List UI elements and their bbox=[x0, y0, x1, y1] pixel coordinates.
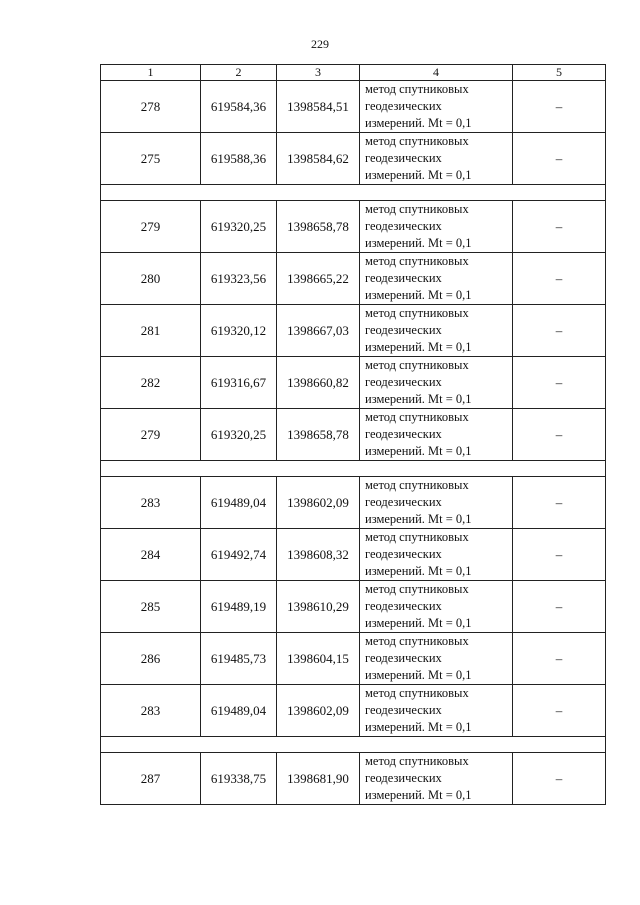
method-line: геодезических bbox=[365, 99, 442, 113]
x-coordinate-cell: 619489,04 bbox=[201, 477, 277, 529]
method-line: метод спутниковых bbox=[365, 686, 469, 700]
table-row bbox=[101, 357, 606, 409]
table-body bbox=[101, 65, 606, 805]
method-line: измерений. Mt = 0,1 bbox=[365, 444, 472, 458]
table-row bbox=[101, 685, 606, 737]
method-cell bbox=[360, 81, 513, 133]
x-coordinate-cell: 619584,36 bbox=[201, 81, 277, 133]
method-line: геодезических bbox=[365, 599, 442, 613]
method-line: метод спутниковых bbox=[365, 82, 469, 96]
point-number-cell: 280 bbox=[101, 253, 201, 305]
table-row bbox=[101, 305, 606, 357]
group-separator-row bbox=[101, 461, 606, 477]
method-line: измерений. Mt = 0,1 bbox=[365, 168, 472, 182]
method-line: геодезических bbox=[365, 427, 442, 441]
method-cell bbox=[360, 133, 513, 185]
y-coordinate-cell: 1398660,82 bbox=[277, 357, 360, 409]
method-cell bbox=[360, 409, 513, 461]
x-coordinate-cell: 619338,75 bbox=[201, 753, 277, 805]
method-line: метод спутниковых bbox=[365, 254, 469, 268]
method-cell bbox=[360, 753, 513, 805]
column-header: 4 bbox=[360, 65, 513, 81]
x-coordinate-cell: 619489,19 bbox=[201, 581, 277, 633]
column-header: 2 bbox=[201, 65, 277, 81]
column-5-cell: – bbox=[513, 133, 606, 185]
column-header: 5 bbox=[513, 65, 606, 81]
point-number-cell: 279 bbox=[101, 201, 201, 253]
separator-cell bbox=[101, 461, 606, 477]
y-coordinate-cell: 1398658,78 bbox=[277, 409, 360, 461]
method-line: измерений. Mt = 0,1 bbox=[365, 288, 472, 302]
method-line: измерений. Mt = 0,1 bbox=[365, 392, 472, 406]
method-cell bbox=[360, 685, 513, 737]
method-line: метод спутниковых bbox=[365, 582, 469, 596]
table-row bbox=[101, 133, 606, 185]
method-line: геодезических bbox=[365, 323, 442, 337]
method-line: измерений. Mt = 0,1 bbox=[365, 564, 472, 578]
table-row bbox=[101, 477, 606, 529]
separator-cell bbox=[101, 737, 606, 753]
x-coordinate-cell: 619320,12 bbox=[201, 305, 277, 357]
method-line: метод спутниковых bbox=[365, 410, 469, 424]
table-row bbox=[101, 253, 606, 305]
table-row bbox=[101, 581, 606, 633]
group-separator-row bbox=[101, 185, 606, 201]
table-row bbox=[101, 409, 606, 461]
method-cell bbox=[360, 477, 513, 529]
table-row bbox=[101, 753, 606, 805]
method-line: измерений. Mt = 0,1 bbox=[365, 236, 472, 250]
y-coordinate-cell: 1398584,51 bbox=[277, 81, 360, 133]
method-line: геодезических bbox=[365, 651, 442, 665]
table-row bbox=[101, 81, 606, 133]
column-5-cell: – bbox=[513, 477, 606, 529]
y-coordinate-cell: 1398602,09 bbox=[277, 685, 360, 737]
group-separator-row bbox=[101, 737, 606, 753]
column-5-cell: – bbox=[513, 201, 606, 253]
y-coordinate-cell: 1398602,09 bbox=[277, 477, 360, 529]
coordinates-table bbox=[100, 64, 606, 805]
x-coordinate-cell: 619320,25 bbox=[201, 409, 277, 461]
y-coordinate-cell: 1398681,90 bbox=[277, 753, 360, 805]
method-line: геодезических bbox=[365, 219, 442, 233]
method-cell bbox=[360, 529, 513, 581]
point-number-cell: 283 bbox=[101, 477, 201, 529]
method-cell bbox=[360, 633, 513, 685]
column-5-cell: – bbox=[513, 357, 606, 409]
page-number: 229 bbox=[311, 37, 329, 51]
point-number-cell: 284 bbox=[101, 529, 201, 581]
x-coordinate-cell: 619492,74 bbox=[201, 529, 277, 581]
column-5-cell: – bbox=[513, 305, 606, 357]
y-coordinate-cell: 1398610,29 bbox=[277, 581, 360, 633]
x-coordinate-cell: 619489,04 bbox=[201, 685, 277, 737]
method-line: геодезических bbox=[365, 495, 442, 509]
point-number-cell: 279 bbox=[101, 409, 201, 461]
method-line: геодезических bbox=[365, 547, 442, 561]
column-5-cell: – bbox=[513, 253, 606, 305]
method-line: геодезических bbox=[365, 703, 442, 717]
method-line: геодезических bbox=[365, 271, 442, 285]
method-line: метод спутниковых bbox=[365, 134, 469, 148]
method-cell bbox=[360, 357, 513, 409]
column-5-cell: – bbox=[513, 685, 606, 737]
table-row bbox=[101, 633, 606, 685]
method-line: измерений. Mt = 0,1 bbox=[365, 116, 472, 130]
method-line: геодезических bbox=[365, 771, 442, 785]
column-5-cell: – bbox=[513, 409, 606, 461]
method-cell bbox=[360, 253, 513, 305]
method-cell bbox=[360, 305, 513, 357]
method-line: измерений. Mt = 0,1 bbox=[365, 616, 472, 630]
method-line: метод спутниковых bbox=[365, 754, 469, 768]
method-line: метод спутниковых bbox=[365, 358, 469, 372]
method-line: геодезических bbox=[365, 151, 442, 165]
x-coordinate-cell: 619316,67 bbox=[201, 357, 277, 409]
y-coordinate-cell: 1398667,03 bbox=[277, 305, 360, 357]
y-coordinate-cell: 1398665,22 bbox=[277, 253, 360, 305]
method-line: геодезических bbox=[365, 375, 442, 389]
method-line: метод спутниковых bbox=[365, 306, 469, 320]
method-line: измерений. Mt = 0,1 bbox=[365, 340, 472, 354]
method-line: измерений. Mt = 0,1 bbox=[365, 512, 472, 526]
method-cell bbox=[360, 581, 513, 633]
method-line: метод спутниковых bbox=[365, 478, 469, 492]
point-number-cell: 286 bbox=[101, 633, 201, 685]
column-header: 1 bbox=[101, 65, 201, 81]
y-coordinate-cell: 1398584,62 bbox=[277, 133, 360, 185]
point-number-cell: 285 bbox=[101, 581, 201, 633]
column-5-cell: – bbox=[513, 81, 606, 133]
point-number-cell: 287 bbox=[101, 753, 201, 805]
point-number-cell: 283 bbox=[101, 685, 201, 737]
column-5-cell: – bbox=[513, 529, 606, 581]
column-header: 3 bbox=[277, 65, 360, 81]
point-number-cell: 278 bbox=[101, 81, 201, 133]
x-coordinate-cell: 619320,25 bbox=[201, 201, 277, 253]
method-line: метод спутниковых bbox=[365, 530, 469, 544]
point-number-cell: 282 bbox=[101, 357, 201, 409]
method-line: измерений. Mt = 0,1 bbox=[365, 720, 472, 734]
column-5-cell: – bbox=[513, 753, 606, 805]
separator-cell bbox=[101, 185, 606, 201]
column-5-cell: – bbox=[513, 633, 606, 685]
method-cell bbox=[360, 201, 513, 253]
table-row bbox=[101, 201, 606, 253]
y-coordinate-cell: 1398658,78 bbox=[277, 201, 360, 253]
table-row bbox=[101, 529, 606, 581]
point-number-cell: 275 bbox=[101, 133, 201, 185]
method-line: измерений. Mt = 0,1 bbox=[365, 788, 472, 802]
y-coordinate-cell: 1398608,32 bbox=[277, 529, 360, 581]
column-header-row bbox=[101, 65, 606, 81]
y-coordinate-cell: 1398604,15 bbox=[277, 633, 360, 685]
x-coordinate-cell: 619485,73 bbox=[201, 633, 277, 685]
x-coordinate-cell: 619323,56 bbox=[201, 253, 277, 305]
method-line: метод спутниковых bbox=[365, 202, 469, 216]
method-line: измерений. Mt = 0,1 bbox=[365, 668, 472, 682]
method-line: метод спутниковых bbox=[365, 634, 469, 648]
point-number-cell: 281 bbox=[101, 305, 201, 357]
column-5-cell: – bbox=[513, 581, 606, 633]
x-coordinate-cell: 619588,36 bbox=[201, 133, 277, 185]
